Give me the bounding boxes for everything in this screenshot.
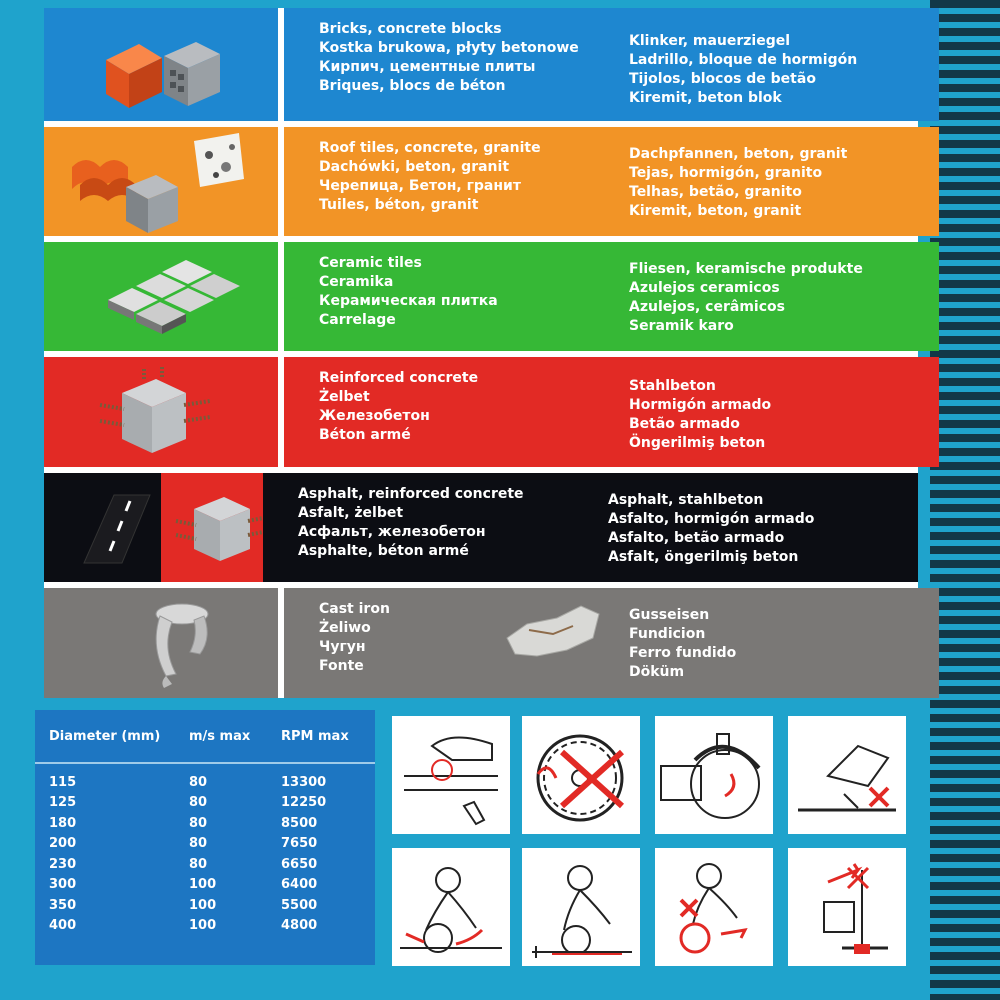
material-row-asphalt (44, 473, 918, 582)
cell-speed: 80 (189, 774, 208, 790)
material-label: Dachówki, beton, granit (319, 159, 510, 175)
material-row-roof-tiles (44, 127, 918, 236)
header-speed: m/s max (189, 728, 251, 744)
table-row (35, 793, 375, 814)
safety-pictogram-stationary-machine (788, 848, 906, 966)
material-label: Asfalto, betão armado (608, 530, 785, 546)
cell-rpm: 5500 (281, 897, 318, 913)
material-label: Asfalt, öngerilmiş beton (608, 549, 799, 565)
material-label: Seramik karo (629, 318, 734, 334)
material-label: Briques, blocs de béton (319, 78, 506, 94)
material-row-bricks (44, 8, 918, 121)
cell-diameter: 230 (49, 856, 77, 872)
ceramic-right-column (629, 242, 939, 351)
cell-speed: 100 (189, 877, 217, 893)
grinder-angle-icon (788, 716, 906, 834)
grinder-clamp-icon (392, 716, 510, 834)
table-row (35, 813, 375, 834)
table-row (35, 916, 375, 937)
cell-rpm: 12250 (281, 795, 327, 811)
cast-iron-fragment-icon (499, 600, 609, 670)
material-label: Azulejos, cerâmicos (629, 299, 785, 315)
material-label: Железобетон (319, 408, 430, 424)
cell-diameter: 200 (49, 836, 77, 852)
material-label: Kostka brukowa, płyty betonowe (319, 40, 579, 56)
cast-iron-text-cell (284, 588, 939, 698)
material-label: Kiremit, beton blok (629, 90, 782, 106)
reinforced-right-column (629, 357, 939, 467)
cell-speed: 100 (189, 897, 217, 913)
cell-diameter: 350 (49, 897, 77, 913)
material-label: Betão armado (629, 416, 740, 432)
asphalt-right-column (608, 473, 918, 582)
material-label: Béton armé (319, 427, 411, 443)
roof-tiles-text-cell (284, 127, 939, 236)
safety-pictogram-grinder-on-workpiece (392, 716, 510, 834)
material-label: Asphalte, béton armé (298, 543, 469, 559)
cell-speed: 80 (189, 856, 208, 872)
material-label: Cast iron (319, 601, 390, 617)
cell-rpm: 6650 (281, 856, 318, 872)
material-label: Roof tiles, concrete, granite (319, 140, 541, 156)
materials-panel (44, 8, 918, 698)
bricks-left-column (319, 8, 629, 121)
safety-pictogram-no-damaged-disc (522, 716, 640, 834)
material-label: Dachpfannen, beton, granit (629, 146, 848, 162)
table-header (35, 710, 375, 764)
material-label: Ceramic tiles (319, 255, 422, 271)
material-label: Żelbet (319, 389, 370, 405)
material-label: Fonte (319, 658, 364, 674)
cell-rpm: 6400 (281, 877, 318, 893)
material-label: Tuiles, béton, granit (319, 197, 479, 213)
stationary-saw-icon (788, 848, 906, 966)
table-row (35, 834, 375, 855)
cell-rpm: 4800 (281, 918, 318, 934)
table-row (35, 895, 375, 916)
material-label: Hormigón armado (629, 397, 772, 413)
safety-pictogram-depth-limit (522, 848, 640, 966)
ceramic-left-column (319, 242, 629, 351)
cell-speed: 100 (189, 918, 217, 934)
roof-tile-block-granite-icon (44, 127, 278, 236)
ceramic-icon-cell (44, 242, 278, 351)
asphalt-left-column (298, 473, 608, 582)
header-diameter: Diameter (mm) (49, 728, 161, 744)
material-label: Klinker, mauerziegel (629, 33, 791, 49)
bricks-right-column (629, 8, 939, 121)
material-label: Tijolos, blocos de betão (629, 71, 816, 87)
speed-specification-table (35, 710, 375, 965)
safety-pictogram-protective-gear (392, 848, 510, 966)
roof-tiles-right-column (629, 127, 939, 236)
reinforced-icon-cell (44, 357, 278, 467)
material-label: Fundicion (629, 626, 706, 642)
safety-pictogram-no-side-pressure (655, 848, 773, 966)
material-label: Telhas, betão, granito (629, 184, 802, 200)
table-row (35, 854, 375, 875)
brick-and-block-icon (44, 8, 278, 121)
material-label: Asphalt, reinforced concrete (298, 486, 524, 502)
material-label: Асфальт, железобетон (298, 524, 486, 540)
material-label: Öngerilmiş beton (629, 435, 766, 451)
cell-diameter: 115 (49, 774, 77, 790)
material-row-reinforced-concrete (44, 357, 918, 467)
cell-speed: 80 (189, 815, 208, 831)
material-label: Bricks, concrete blocks (319, 21, 502, 37)
grinder-guard-icon (655, 716, 773, 834)
asphalt-and-reinforced-icon (44, 473, 278, 582)
cell-rpm: 8500 (281, 815, 318, 831)
cell-diameter: 400 (49, 918, 77, 934)
safety-pictogram-guard (655, 716, 773, 834)
cast-iron-right-column (629, 588, 939, 698)
side-stripes (930, 0, 1000, 1000)
material-label: Kiremit, beton, granit (629, 203, 802, 219)
material-label: Carrelage (319, 312, 396, 328)
material-label: Asphalt, stahlbeton (608, 492, 764, 508)
material-label: Asfalt, żelbet (298, 505, 404, 521)
material-label: Żeliwo (319, 620, 371, 636)
material-label: Чугун (319, 639, 366, 655)
reinforced-concrete-block-icon (44, 357, 278, 467)
cell-speed: 80 (189, 795, 208, 811)
material-label: Döküm (629, 664, 685, 680)
material-label: Ceramika (319, 274, 394, 290)
material-label: Gusseisen (629, 607, 710, 623)
operator-depth-icon (522, 848, 640, 966)
reinforced-text-cell (284, 357, 939, 467)
cell-diameter: 180 (49, 815, 77, 831)
table-body (35, 764, 375, 936)
material-label: Tejas, hormigón, granito (629, 165, 823, 181)
prohibited-disc-icon (522, 716, 640, 834)
cast-iron-icon-cell (44, 588, 278, 698)
cell-speed: 80 (189, 836, 208, 852)
material-label: Reinforced concrete (319, 370, 479, 386)
safety-pictogram-no-angle-grinding (788, 716, 906, 834)
roof-tiles-left-column (319, 127, 629, 236)
bricks-icon-cell (44, 8, 278, 121)
cell-diameter: 125 (49, 795, 77, 811)
material-row-cast-iron (44, 588, 918, 698)
reinforced-left-column (319, 357, 629, 467)
material-label: Asfalto, hormigón armado (608, 511, 815, 527)
asphalt-text-cell (263, 473, 918, 582)
ceramic-text-cell (284, 242, 939, 351)
cell-diameter: 300 (49, 877, 77, 893)
cast-iron-pipe-icon (44, 588, 278, 698)
material-row-ceramic-tiles (44, 242, 918, 351)
asphalt-icon-cell (44, 473, 257, 582)
material-label: Кирпич, цементные плиты (319, 59, 536, 75)
ceramic-tiles-icon (44, 242, 278, 351)
material-label: Azulejos ceramicos (629, 280, 780, 296)
operator-cutting-icon (392, 848, 510, 966)
material-label: Керамическая плитка (319, 293, 498, 309)
header-rpm: RPM max (281, 728, 349, 744)
cell-rpm: 13300 (281, 774, 327, 790)
material-label: Ferro fundido (629, 645, 737, 661)
material-label: Fliesen, keramische produkte (629, 261, 863, 277)
material-label: Stahlbeton (629, 378, 716, 394)
roof-tiles-icon-cell (44, 127, 278, 236)
material-label: Ladrillo, bloque de hormigón (629, 52, 858, 68)
operator-prohibited-icon (655, 848, 773, 966)
material-label: Черепица, Бетон, гранит (319, 178, 521, 194)
cell-rpm: 7650 (281, 836, 318, 852)
bricks-text-cell (284, 8, 939, 121)
table-row (35, 875, 375, 896)
table-row (35, 772, 375, 793)
